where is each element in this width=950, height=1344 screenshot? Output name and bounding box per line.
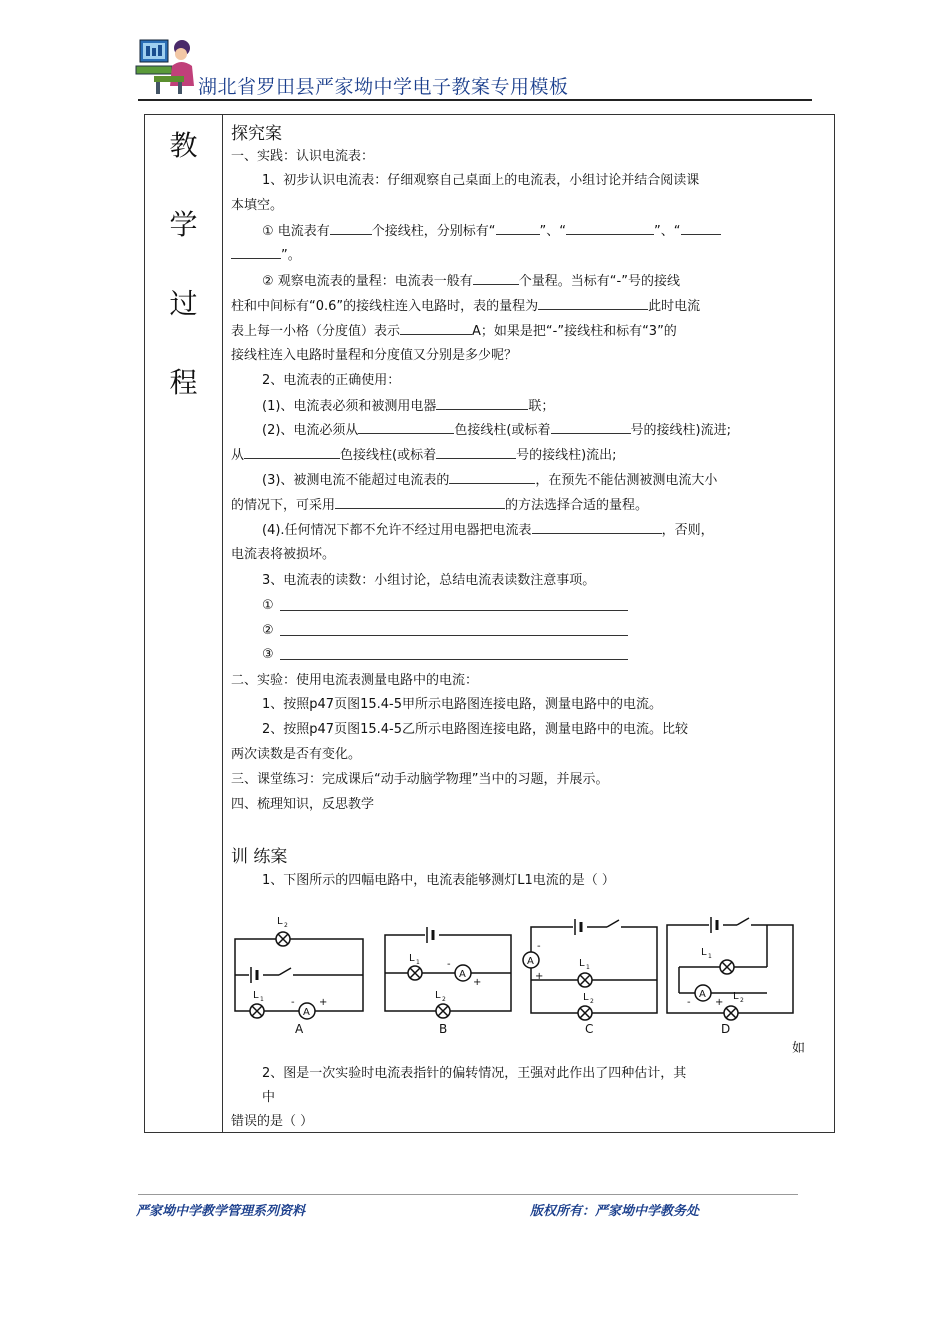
lamp-label: L xyxy=(579,958,585,969)
blank-field[interactable] xyxy=(358,421,454,434)
blank-field[interactable] xyxy=(436,397,528,410)
minus-sign: - xyxy=(687,997,691,1008)
paragraph: 2、按照p47页图15.4-5乙所示电路图连接电路，测量电路中的电流。比较 xyxy=(262,722,688,737)
answer-line[interactable] xyxy=(280,635,628,636)
text: (1)、电流表必须和被测用电器 xyxy=(262,399,437,414)
text: 个接线柱，分别标有“ xyxy=(371,224,496,239)
section-heading: 2、电流表的正确使用： xyxy=(262,373,401,388)
footer-divider xyxy=(138,1194,798,1195)
explore-title: 探究案 xyxy=(231,124,282,144)
text: 从 xyxy=(231,448,245,463)
plus-sign: + xyxy=(473,977,482,988)
lamp-label: L xyxy=(253,990,259,1001)
text: ”。 xyxy=(281,248,301,263)
text: ，否则， xyxy=(661,523,714,538)
section-heading: 3、电流表的读数：小组讨论，总结电流表读数注意事项。 xyxy=(262,573,596,588)
circuit-diagrams xyxy=(227,905,817,1035)
lamp-subscript: 1 xyxy=(586,964,590,971)
circuit-d[interactable] xyxy=(667,917,793,1035)
circuit-label: D xyxy=(721,1022,731,1035)
paragraph: 1、初步认识电流表：仔细观察自己桌面上的电流表，小组讨论并结合阅读课 xyxy=(262,173,700,188)
blank-field[interactable] xyxy=(449,471,535,484)
blank-field[interactable] xyxy=(400,322,472,335)
blank-field[interactable] xyxy=(244,446,340,459)
minus-sign: - xyxy=(537,941,541,952)
text: (3)、被测电流不能超过电流表的 xyxy=(262,473,450,488)
usage-rule xyxy=(262,397,554,416)
text: ，在预先不能估测被测电流大小 xyxy=(535,473,718,488)
text: (2)、电流必须从 xyxy=(262,423,359,438)
answer-line[interactable] xyxy=(280,610,628,611)
paragraph: 接线柱连入电路时量程和分度值又分别是多少呢？ xyxy=(231,348,518,363)
question-range xyxy=(231,297,700,316)
blank-field[interactable] xyxy=(681,222,721,235)
paragraph: 电流表将被损坏。 xyxy=(231,547,336,562)
section-heading: 三、课堂练习：完成课后“动手动脑学物理”当中的习题，并展示。 xyxy=(231,772,609,787)
footer-left: 严家坳中学教学管理系列资料 xyxy=(136,1204,306,1219)
text: 色接线柱(或标着 xyxy=(340,448,437,463)
left-column xyxy=(144,114,223,1133)
text: ② 观察电流表的量程：电流表一般有 xyxy=(262,274,473,289)
left-column-char: 过 xyxy=(169,287,198,320)
circuit-c[interactable] xyxy=(523,919,657,1035)
text: 个量程。当标有“-”号的接线 xyxy=(518,274,680,289)
text: ① 电流表有 xyxy=(262,224,330,239)
question: 1、下图所示的四幅电路中，电流表能够测灯L1电流的是（ ） xyxy=(262,873,615,888)
circuit-b[interactable] xyxy=(385,927,511,1035)
circuit-label: B xyxy=(439,1022,448,1035)
blank-field[interactable] xyxy=(496,222,540,235)
lamp-label: L xyxy=(701,947,707,958)
usage-rule xyxy=(262,521,714,540)
lamp-label: L xyxy=(409,953,415,964)
text: 柱和中间标有“0.6”的接线柱连入电路时，表的量程为 xyxy=(231,299,539,314)
question-terminals xyxy=(262,222,721,241)
question: 中 xyxy=(262,1090,276,1105)
lamp-label: L xyxy=(435,990,441,1001)
blank-field[interactable] xyxy=(551,421,631,434)
text: 此时电流 xyxy=(648,299,701,314)
circuit-label: C xyxy=(585,1022,594,1035)
plus-sign: + xyxy=(715,997,724,1008)
blank-field[interactable] xyxy=(330,222,372,235)
lamp-subscript: 2 xyxy=(284,922,288,929)
usage-rule xyxy=(231,496,648,515)
blank-field[interactable] xyxy=(473,272,519,285)
text: 的情况下，可采用 xyxy=(231,498,336,513)
page-title: 湖北省罗田县严家坳中学电子教案专用模板 xyxy=(198,76,569,98)
circuit-a[interactable] xyxy=(235,916,363,1035)
question-terminals-cont xyxy=(231,246,301,265)
text: A；如果是把“-”接线柱和标有“3”的 xyxy=(472,324,677,339)
side-note: 如 xyxy=(792,1041,806,1056)
lamp-subscript: 2 xyxy=(590,998,594,1005)
section-heading: 四、梳理知识，反思教学 xyxy=(231,797,375,812)
text: 表上每一小格（分度值）表示 xyxy=(231,324,401,339)
answer-bullet: ③ xyxy=(262,647,274,662)
left-column-char: 程 xyxy=(169,366,198,399)
teacher-computer-logo-icon xyxy=(134,36,196,96)
answer-line[interactable] xyxy=(280,659,628,660)
header-divider xyxy=(138,99,812,101)
blank-field[interactable] xyxy=(436,446,516,459)
lamp-subscript: 2 xyxy=(442,996,446,1003)
minus-sign: - xyxy=(291,997,295,1008)
ammeter-label: A xyxy=(527,956,534,967)
usage-rule xyxy=(262,421,731,440)
question: 错误的是（ ） xyxy=(231,1114,314,1129)
text: 联； xyxy=(528,399,555,414)
usage-rule xyxy=(262,471,717,490)
lamp-subscript: 2 xyxy=(740,997,744,1004)
text: 色接线柱(或标着 xyxy=(454,423,551,438)
minus-sign: - xyxy=(447,959,451,970)
text: (4).任何情况下都不允许不经过用电器把电流表 xyxy=(262,523,532,538)
question-range xyxy=(231,322,677,341)
left-column-char: 教 xyxy=(169,129,198,162)
section-heading: 一、实践：认识电流表： xyxy=(231,149,375,164)
answer-bullet: ① xyxy=(262,598,274,613)
lamp-label: L xyxy=(733,991,739,1002)
ammeter-label: A xyxy=(459,969,466,980)
question: 2、图是一次实验时电流表指针的偏转情况，王强对此作出了四种估计，其 xyxy=(262,1066,687,1081)
plus-sign: + xyxy=(535,971,544,982)
blank-field[interactable] xyxy=(538,297,648,310)
usage-rule xyxy=(231,446,617,465)
paragraph: 两次读数是否有变化。 xyxy=(231,747,362,762)
lamp-subscript: 1 xyxy=(416,959,420,966)
lamp-label: L xyxy=(277,916,283,927)
paragraph: 1、按照p47页图15.4-5甲所示电路图连接电路，测量电路中的电流。 xyxy=(262,697,662,712)
training-title: 训 练案 xyxy=(231,847,288,867)
ammeter-label: A xyxy=(699,989,706,1000)
text: ”、“ xyxy=(539,224,567,239)
footer-right: 版权所有：严家坳中学教务处 xyxy=(530,1204,700,1219)
text: 的方法选择合适的量程。 xyxy=(505,498,649,513)
left-column-char: 学 xyxy=(169,208,198,241)
blank-field[interactable] xyxy=(335,496,505,509)
text: 号的接线柱)流出; xyxy=(516,448,617,463)
circuit-label: A xyxy=(295,1022,304,1035)
blank-field[interactable] xyxy=(566,222,654,235)
text: ”、“ xyxy=(654,224,681,239)
lamp-subscript: 1 xyxy=(708,953,712,960)
blank-field[interactable] xyxy=(532,521,662,534)
ammeter-label: A xyxy=(303,1007,310,1018)
text: 号的接线柱)流进; xyxy=(630,423,731,438)
lamp-subscript: 1 xyxy=(260,996,264,1003)
question-range xyxy=(262,272,680,291)
answer-bullet: ② xyxy=(262,623,274,638)
lamp-label: L xyxy=(583,992,589,1003)
blank-field[interactable] xyxy=(231,246,281,259)
plus-sign: + xyxy=(319,997,328,1008)
section-heading: 二、实验：使用电流表测量电路中的电流： xyxy=(231,673,479,688)
paragraph: 本填空。 xyxy=(231,198,284,213)
